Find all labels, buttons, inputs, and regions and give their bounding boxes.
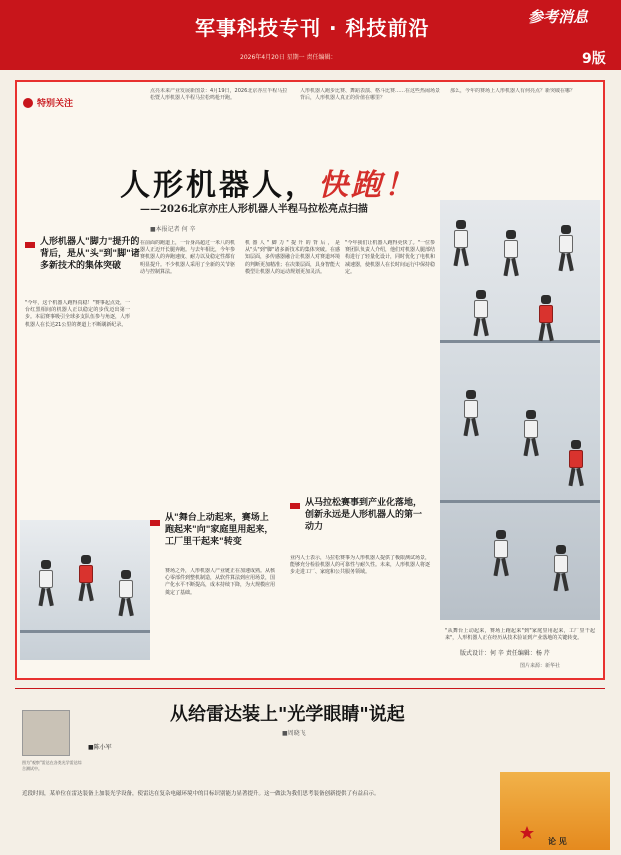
- photo-caption: 图为"观察"雷达在各类光学雷达综合测试中。: [22, 760, 82, 771]
- body-column-4: "今年我们让机器人跑得更快了。"一位参赛团队负责人介绍，他们对机器人腿部结构进行了轻量化设计，同时优化了电机和减速器，使机器人在长时间运行中保持稳定。: [345, 240, 435, 275]
- newspaper-logo: 参考消息: [528, 8, 589, 26]
- teaser-2: 人形机器人跑步比赛、舞蹈表演、格斗比赛……在这些热闹场景背后，人形机器人真正的价值在哪里？: [300, 88, 440, 101]
- robot-race-photo: [440, 200, 600, 620]
- masthead-title: 军事科技专刊 · 科技前沿: [195, 16, 430, 40]
- body-column-7: "从舞台上动起来，赛场上跑起来"到"家庭里用起来，工厂里干起来"，人形机器人正在经历从技术验证到产业落地的关键转变。: [445, 628, 595, 642]
- section-tag: [23, 95, 108, 111]
- masthead-info: 2026年4月20日 星期一 责任编辑：: [240, 54, 337, 61]
- teaser-3: 那么，今年的赛场上人形机器人有何亮点？新突破在哪？: [450, 88, 576, 94]
- section-divider: [15, 688, 605, 689]
- lower-byline: ■周晓飞: [282, 730, 306, 737]
- headline-part-b: 快跑！: [318, 168, 417, 203]
- lower-author: ■陈小军: [88, 744, 112, 751]
- pullquote-2: 从"舞台上动起来，赛场上跑起来"向"家庭里用起来，工厂里干起来"转变: [165, 513, 274, 547]
- pullquote-3: 从马拉松赛事到产业化落地，创新永远是人形机器人的第一动力: [305, 498, 423, 532]
- body-column-5: 赛场之外，人形机器人产业链正在加速成熟。从核心零部件到整机制造，从软件算法到应用场景，国产化水平不断提高，成本持续下降，为大规模应用奠定了基础。: [165, 568, 275, 596]
- editor-signature: [460, 648, 550, 657]
- teaser-1: 点亮未来产业发展新图景：4月19日，2026北京亦庄半程马拉松暨人形机器人半程马拉松鸣枪开跑。: [150, 88, 288, 101]
- photo-credit: 图片来源：新华社: [520, 663, 561, 669]
- body-column-3: 机器人"脚力"提升的背后，是从"头"到"脚"诸多新技术的集体突破。在感知层面，多传感器融合让机器人对赛道环境的判断更加精准；在决策层面，具身智能大模型让机器人的运动规划更加灵活。: [245, 240, 340, 275]
- section-tag-label: 特别关注: [37, 99, 74, 109]
- signature-1: 版式设计：何 辛: [460, 650, 504, 657]
- pullquote-mark: [25, 242, 35, 248]
- lower-body: 近段时间，某单位在雷达装备上加装光学设备，使雷达在复杂电磁环境中的目标识别能力显著提升。这一做法为我们思考装备创新提供了有益启示。: [22, 791, 380, 797]
- track-line: [440, 500, 600, 503]
- feature-byline: ■本报记者 何 辛: [150, 226, 196, 233]
- feature-subhead: ——2026北京亦庄人形机器人半程马拉松亮点扫描: [140, 204, 368, 215]
- comment-column-label: 论 见: [548, 837, 567, 846]
- robot-run-photo: [20, 520, 150, 660]
- body-column-1: "今年，这个机器人跑得真稳！"赛事起点处，一台红黑相间的机器人正以稳定的步伐迈出第一步。本届赛事吸引全球多支队伍参与角逐，人形机器人在长达21公里的赛道上不断刷新纪录。: [25, 300, 130, 328]
- author-photo: [22, 710, 70, 756]
- page-number: 9版: [582, 51, 606, 67]
- star-icon: [520, 826, 534, 840]
- headline-part-a: 人形机器人，: [120, 168, 318, 203]
- tag-dot-icon: [23, 98, 33, 108]
- track-line: [440, 340, 600, 343]
- signature-2: 责任编辑：杨 芹: [505, 650, 550, 657]
- track-line: [20, 630, 150, 633]
- pullquote-1: 人形机器人"脚力"提升的背后，是从"头"到"脚"诸多新技术的集体突破: [40, 237, 140, 271]
- body-column-2: 在前面的跑道上，一台身高超过一米八的机器人正迈开长腿奔跑。与去年相比，今年参赛机器人的奔跑速度、耐力以及稳定性都有明显提升。不少机器人采用了全新的关节驱动与控制算法。: [140, 240, 235, 275]
- lower-headline: 从给雷达装上"光学眼睛"说起: [170, 704, 405, 725]
- body-column-6: 业内人士表示，马拉松赛事为人形机器人提供了极限测试场景，能够充分检验机器人的可靠性与耐久性。未来，人形机器人将逐步走进工厂、家庭和公共服务领域。: [290, 555, 430, 576]
- feature-headline: [120, 160, 417, 204]
- pullquote-mark: [150, 520, 160, 526]
- pullquote-mark: [290, 503, 300, 509]
